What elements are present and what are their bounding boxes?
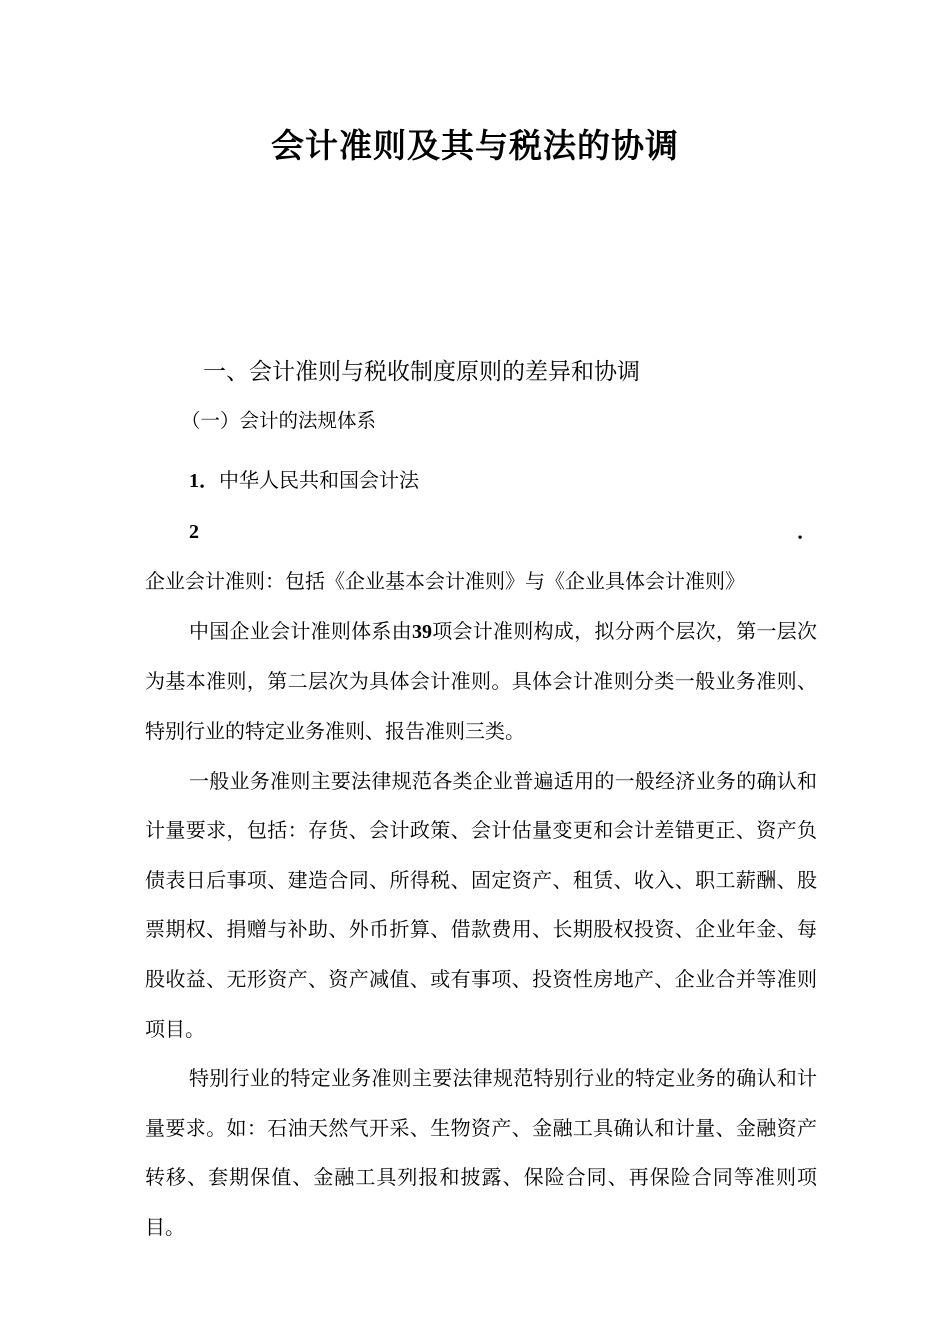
item-number: 2． (189, 520, 817, 543)
paragraph-text: 项会计准则构成，拟分两个层次，第一层次为基本准则，第二层次为具体会计准则。具体会计准则分类一般业务准则、特别行业的特定业务准则、报告准则三类。 (145, 618, 818, 743)
list-item (145, 456, 817, 507)
document-body (145, 352, 817, 1253)
section-heading: 一、会计准则与税收制度原则的差异和协调 (203, 359, 640, 385)
paragraph: 特别行业的特定业务准则主要法律规范特别行业的特定业务的确认和计量要求。如：石油天然气开采、生物资产、金融工具确认和计量、金融资产转移、套期保值、金融工具列报和披露、保险合同、再保险合同等准则项目。 (145, 1066, 817, 1239)
list-item (145, 507, 817, 607)
paragraph (145, 607, 817, 757)
paragraph: 一般业务准则主要法律规范各类企业普遍适用的一般经济业务的确认和计量要求，包括：存货、会计政策、会计估量变更和会计差错更正、资产负债表日后事项、建造合同、所得税、固定资产、租赁、收入、职工薪酬、股票期权、捐赠与补助、外币折算、借款费用、长期股权投资、企业年金、每股收益、无形资产、资产减值、或有事项、投资性房地产、企业合并等准则项目。 (145, 768, 817, 1041)
document-title: 会计准则及其与税法的协调 (271, 126, 679, 165)
paragraph-text: 中国企业会计准则体系由 (189, 618, 412, 643)
item-text: 企业会计准则：包括《企业基本会计准则》与《企业具体会计准则》 (145, 569, 745, 594)
item-number: 1． (189, 470, 219, 492)
standards-count: 39 (411, 620, 432, 643)
item-text: 中华人民共和国会计法 (219, 468, 419, 492)
subsection-heading: （一）会计的法规体系 (181, 409, 377, 432)
